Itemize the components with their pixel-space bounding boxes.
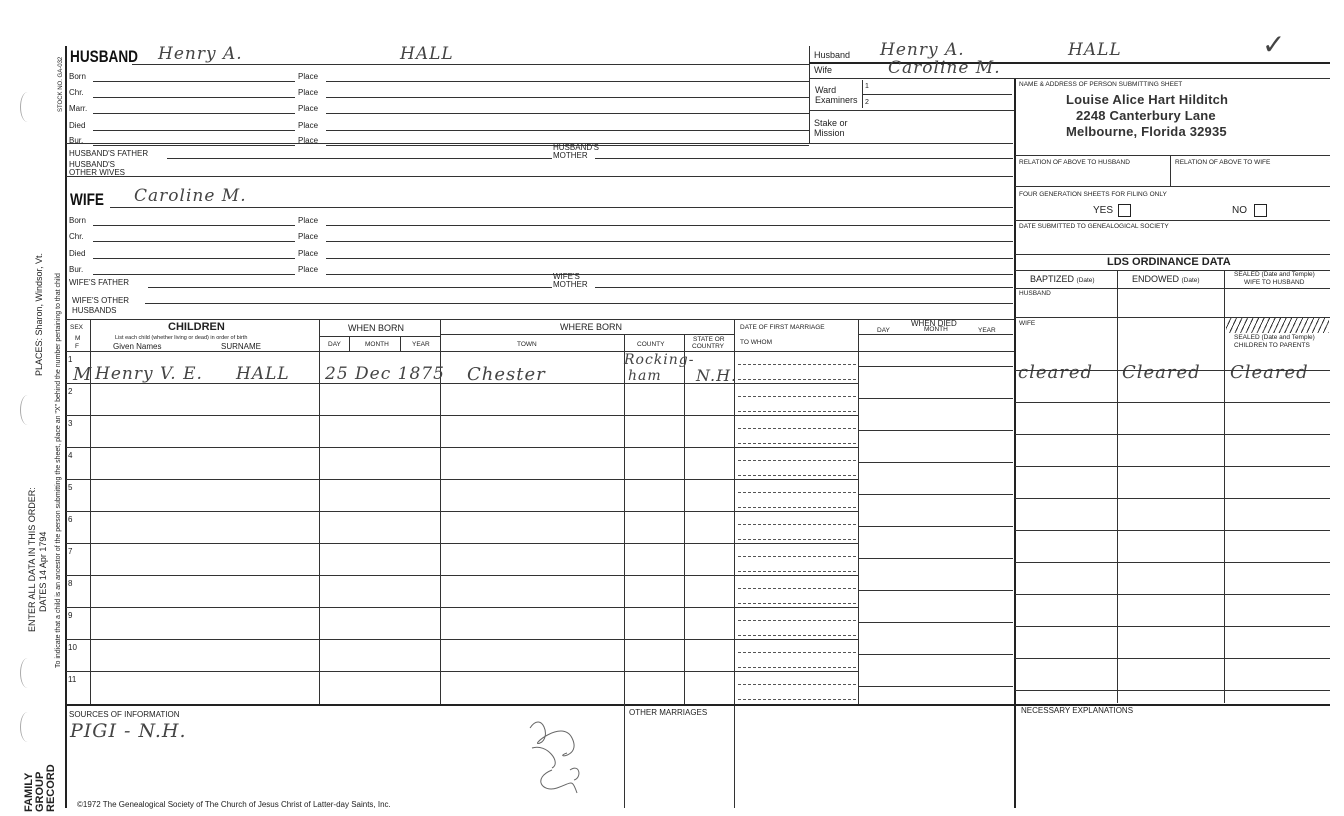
husband-place-line: [326, 113, 809, 114]
to-whom-line: [738, 603, 856, 604]
submitter-name: Louise Alice Hart Hilditch: [1066, 92, 1229, 107]
husband-place-line: [326, 97, 809, 98]
wife-father-line: [148, 287, 552, 288]
wife-place-label: Place: [298, 232, 319, 241]
header-wife-label: Wife: [814, 65, 832, 75]
copyright: ©1972 The Genealogical Society of The Church of Jesus Christ of Latter-day Saints, Inc.: [77, 800, 391, 809]
children-header-bottom: [66, 351, 1014, 352]
submitter-label: NAME & ADDRESS OF PERSON SUBMITTING SHEET: [1019, 81, 1183, 88]
wife-place-label: Place: [298, 265, 319, 274]
footer-divider: [624, 704, 625, 808]
child1-town: Chester: [467, 364, 546, 385]
husband-event-line: [93, 97, 295, 98]
town-label: TOWN: [517, 341, 537, 348]
when-born-divider: [320, 336, 440, 337]
husband-place-line: [326, 130, 809, 131]
husband-event-label: Marr.: [69, 104, 88, 113]
marriage-date-line: [738, 684, 856, 685]
given-names-label: Given Names: [113, 342, 162, 351]
yes-label: YES: [1093, 205, 1114, 216]
ward-label: Ward: [815, 85, 837, 95]
when-died-label: WHEN DIED: [911, 319, 957, 328]
to-whom-line: [738, 667, 856, 668]
child-row-number: 1: [68, 355, 73, 364]
husband-name-line: [132, 64, 809, 65]
husband-father-line: [167, 158, 552, 159]
lds-row-line: [1015, 658, 1330, 659]
child1-born: 25 Dec 1875: [325, 364, 445, 384]
lds-row-line: [1015, 434, 1330, 435]
relation-wife-label: RELATION OF ABOVE TO WIFE: [1175, 159, 1271, 166]
died-line: [858, 686, 1013, 687]
to-whom-line: [738, 411, 856, 412]
lds-row-line: [1015, 402, 1330, 403]
header-wife-value: Caroline M.: [888, 58, 1001, 78]
state-label-2: COUNTRY: [692, 343, 725, 350]
husband-event-line: [93, 130, 295, 131]
child-row-divider: [66, 543, 858, 544]
header-box-left-border: [809, 46, 810, 143]
died-line: [858, 430, 1013, 431]
lds-row-line: [1015, 594, 1330, 595]
wife-place-label: Place: [298, 216, 319, 225]
child1-given: Henry V. E.: [95, 364, 203, 384]
hatched-cell: [1226, 318, 1329, 333]
examiner-1: 1: [865, 83, 869, 90]
wife-event-line: [93, 274, 295, 275]
died-line: [858, 494, 1013, 495]
header-husband-surname: HALL: [1068, 40, 1122, 60]
col-marriage: [858, 319, 859, 704]
first-marriage-label: DATE OF FIRST MARRIAGE: [740, 324, 825, 331]
dates-example: DATES 14 Apr 1794: [38, 531, 48, 612]
died-day: DAY: [877, 327, 890, 334]
binder-hole: [20, 395, 35, 425]
examiners-label: Examiners: [815, 95, 858, 105]
husband-mother-label-1: HUSBAND'S: [553, 143, 599, 152]
husband-title: HUSBAND: [70, 47, 138, 66]
marriage-date-line: [738, 396, 856, 397]
to-whom-line: [738, 507, 856, 508]
husband-place-label: Place: [298, 136, 319, 145]
husband-event-label: Died: [69, 121, 86, 130]
marriage-date-line: [738, 588, 856, 589]
col-state: [734, 319, 735, 808]
child-row-number: 5: [68, 483, 73, 492]
child1-county-2: ham: [628, 368, 662, 384]
wife-event-label: Chr.: [69, 232, 84, 241]
lds-child1-endowed: Cleared: [1122, 362, 1201, 383]
died-month: MONTH: [924, 326, 948, 333]
child-row-divider: [66, 639, 858, 640]
child-row-divider: [66, 479, 858, 480]
lds-title: LDS ORDINANCE DATA: [1107, 256, 1231, 268]
marriage-date-line: [738, 492, 856, 493]
lds-col-divider-1: [1117, 270, 1118, 703]
died-line: [858, 654, 1013, 655]
other-marriages-label: OTHER MARRIAGES: [629, 708, 708, 717]
husband-mother-line: [595, 158, 1013, 159]
check-mark: ✓: [1262, 28, 1287, 61]
lds-row-line: [1015, 530, 1330, 531]
baptized-label: BAPTIZED (Date): [1030, 274, 1095, 284]
child-row-number: 7: [68, 547, 73, 556]
born-year: YEAR: [412, 341, 430, 348]
sources-value: PIGI - N.H.: [70, 720, 187, 742]
marriage-date-line: [738, 460, 856, 461]
child-row-number: 6: [68, 515, 73, 524]
sidebar-instruction: To indicate that a child is an ancestor of the person submitting the sheet, place an "X" behind the number pertaining to that child: [55, 273, 62, 668]
husband-other-wives-2: OTHER WIVES: [69, 168, 126, 177]
child1-sex: M: [73, 364, 93, 385]
lds-row-line: [1015, 498, 1330, 499]
to-whom-line: [738, 571, 856, 572]
wife-place-line: [326, 241, 1013, 242]
child1-county-1: Rocking-: [624, 352, 695, 368]
died-line: [858, 622, 1013, 623]
died-line: [858, 590, 1013, 591]
husband-event-line: [93, 113, 295, 114]
wife-event-line: [93, 241, 295, 242]
child1-state: N.H.: [696, 366, 738, 385]
marriage-date-line: [738, 556, 856, 557]
child-row-divider: [66, 447, 858, 448]
born-day: DAY: [328, 341, 341, 348]
child-row-divider: [66, 511, 858, 512]
sealed-wife-label-1: SEALED (Date and Temple): [1234, 271, 1315, 278]
submitter-city: Melbourne, Florida 32935: [1066, 124, 1227, 139]
examiner-line-2: [809, 110, 1014, 111]
wife-other-husbands-1: WIFE'S OTHER: [72, 296, 130, 305]
born-subcol-1: [349, 336, 350, 351]
wife-name-line: [110, 207, 1013, 208]
sealed-wife-label-2: WIFE TO HUSBAND: [1244, 279, 1305, 286]
husband-event-line: [93, 145, 295, 146]
date-submitted-label: DATE SUBMITTED TO GENEALOGICAL SOCIETY: [1019, 223, 1169, 230]
explanations-label: NECESSARY EXPLANATIONS: [1021, 706, 1134, 715]
lds-top: [1015, 254, 1330, 255]
lds-row-line: [1015, 370, 1330, 371]
four-gen-bottom: [1015, 220, 1330, 221]
wife-event-line: [93, 225, 295, 226]
children-top: [66, 319, 1014, 320]
died-divider: [858, 334, 1013, 335]
husband-place-line: [326, 81, 809, 82]
to-whom-line: [738, 443, 856, 444]
relation-husband-label: RELATION OF ABOVE TO HUSBAND: [1019, 159, 1130, 166]
died-line: [858, 398, 1013, 399]
wife-event-line: [93, 258, 295, 259]
wife-given-name: Caroline M.: [134, 186, 247, 206]
husband-event-label: Bur.: [69, 136, 84, 145]
wife-mother-label-2: MOTHER: [553, 280, 588, 289]
wife-mother-label-1: WIFE'S: [553, 272, 580, 281]
wife-other-husbands-line: [145, 303, 1013, 304]
children-note: List each child (whether living or dead) in order of birth: [115, 335, 248, 341]
to-whom-line: [738, 699, 856, 700]
wife-place-label: Place: [298, 249, 319, 258]
binder-hole: [20, 712, 35, 742]
children-title: CHILDREN: [168, 321, 225, 333]
husband-place-label: Place: [298, 121, 319, 130]
surname-label: SURNAME: [221, 342, 262, 351]
submitter-street: 2248 Canterbury Lane: [1076, 108, 1216, 123]
sex-m: M: [75, 335, 81, 342]
to-whom-label: TO WHOM: [740, 339, 773, 346]
scribble-mark: [522, 708, 594, 804]
child-row-number: 2: [68, 387, 73, 396]
stake-label-2: Mission: [814, 128, 845, 138]
husband-place-label: Place: [298, 104, 319, 113]
lds-row-line: [1015, 466, 1330, 467]
marriage-date-line: [738, 364, 856, 365]
where-born-label: WHERE BORN: [560, 322, 623, 332]
lds-wife-label: WIFE: [1019, 320, 1036, 327]
child-row-number: 4: [68, 451, 73, 460]
relation-divider: [1170, 155, 1171, 186]
born-month: MONTH: [365, 341, 389, 348]
born-subcol-2: [400, 336, 401, 351]
child-row-divider: [66, 575, 858, 576]
marriage-date-line: [738, 428, 856, 429]
when-born-label: WHEN BORN: [348, 323, 404, 333]
husband-surname: HALL: [400, 44, 454, 64]
husband-place-label: Place: [298, 88, 319, 97]
wife-place-line: [326, 225, 1013, 226]
header-husband-given: Henry A.: [880, 40, 965, 60]
sealed-children-label-2: CHILDREN TO PARENTS: [1234, 342, 1310, 349]
husband-given-name: Henry A.: [158, 44, 243, 64]
enter-order-note: ENTER ALL DATA IN THIS ORDER:: [27, 487, 37, 632]
no-checkbox[interactable]: [1254, 204, 1267, 217]
submitter-bottom: [1015, 155, 1330, 156]
wife-other-husbands-2: HUSBANDS: [72, 306, 117, 315]
marriage-date-line: [738, 620, 856, 621]
left-border: [65, 46, 67, 808]
marriage-date-line: [738, 524, 856, 525]
examiner-2: 2: [865, 99, 869, 106]
where-born-divider: [441, 334, 734, 335]
county-label: COUNTY: [637, 341, 665, 348]
wife-event-label: Died: [69, 249, 86, 258]
died-line: [858, 462, 1013, 463]
marriage-date-line: [738, 652, 856, 653]
four-gen-label: FOUR GENERATION SHEETS FOR FILING ONLY: [1019, 191, 1167, 198]
died-line: [858, 558, 1013, 559]
no-label: NO: [1232, 205, 1247, 216]
husband-divider: [66, 143, 1013, 144]
endowed-label: ENDOWED (Date): [1132, 274, 1200, 284]
to-whom-line: [738, 379, 856, 380]
wife-mother-line: [595, 287, 1013, 288]
col-town: [624, 334, 625, 704]
wife-title: WIFE: [70, 190, 104, 209]
sealed-children-label-1: SEALED (Date and Temple): [1234, 334, 1315, 341]
husband-mother-label-2: MOTHER: [553, 151, 588, 160]
husband-section-bottom: [66, 176, 1013, 177]
child-row-divider: [66, 415, 858, 416]
wife-event-label: Bur.: [69, 265, 84, 274]
lds-row-line: [1015, 562, 1330, 563]
places-note: PLACES: Sharon, Windsor, Vt.: [34, 252, 44, 376]
wife-father-label: WIFE'S FATHER: [69, 278, 130, 287]
child-row-number: 9: [68, 611, 73, 620]
sex-label: SEX: [70, 324, 84, 331]
right-panel-border: [1014, 78, 1016, 808]
sex-f: F: [75, 343, 79, 350]
binder-hole: [20, 92, 35, 122]
yes-checkbox[interactable]: [1118, 204, 1131, 217]
husband-event-label: Born: [69, 72, 86, 81]
died-year: YEAR: [978, 327, 996, 334]
stock-number: STOCK NO. GA-032: [58, 56, 64, 112]
to-whom-line: [738, 475, 856, 476]
to-whom-line: [738, 635, 856, 636]
husband-event-label: Chr.: [69, 88, 84, 97]
to-whom-line: [738, 539, 856, 540]
died-line: [858, 526, 1013, 527]
stake-label-1: Stake or: [814, 118, 848, 128]
lds-child1-baptized: cleared: [1018, 362, 1094, 383]
children-bottom: [66, 704, 1330, 706]
header-husband-label: Husband: [814, 50, 851, 60]
lds-row-line: [1015, 690, 1330, 691]
died-line: [858, 366, 1013, 367]
child-row-number: 10: [68, 643, 77, 652]
child1-surname: HALL: [236, 364, 290, 384]
child-row-number: 8: [68, 579, 73, 588]
examiner-line-1: [862, 94, 1012, 95]
child-row-number: 3: [68, 419, 73, 428]
lds-row-line: [1015, 626, 1330, 627]
husband-event-line: [93, 81, 295, 82]
lds-husband-label: HUSBAND: [1019, 290, 1051, 297]
lds-header-bottom: [1015, 288, 1330, 289]
husband-place-label: Place: [298, 72, 319, 81]
wife-event-label: Born: [69, 216, 86, 225]
state-label-1: STATE OR: [693, 336, 725, 343]
col-county: [684, 334, 685, 704]
child-row-divider: [66, 607, 858, 608]
husband-father-label: HUSBAND'S FATHER: [69, 149, 149, 158]
child-row-divider: [66, 671, 858, 672]
relation-bottom: [1015, 186, 1330, 187]
child-row-number: 11: [68, 675, 77, 684]
binder-hole: [20, 658, 35, 688]
wife-place-line: [326, 274, 1013, 275]
wife-place-line: [326, 258, 1013, 259]
lds-col-divider-2: [1224, 270, 1225, 703]
lds-child1-sealed: Cleared: [1230, 362, 1309, 383]
form-title: FAMILY GROUP RECORD: [23, 764, 57, 812]
husband-other-wives-1: HUSBAND'S: [69, 160, 115, 169]
sources-label: SOURCES OF INFORMATION: [69, 710, 180, 719]
header-box-rule: [809, 78, 1330, 79]
